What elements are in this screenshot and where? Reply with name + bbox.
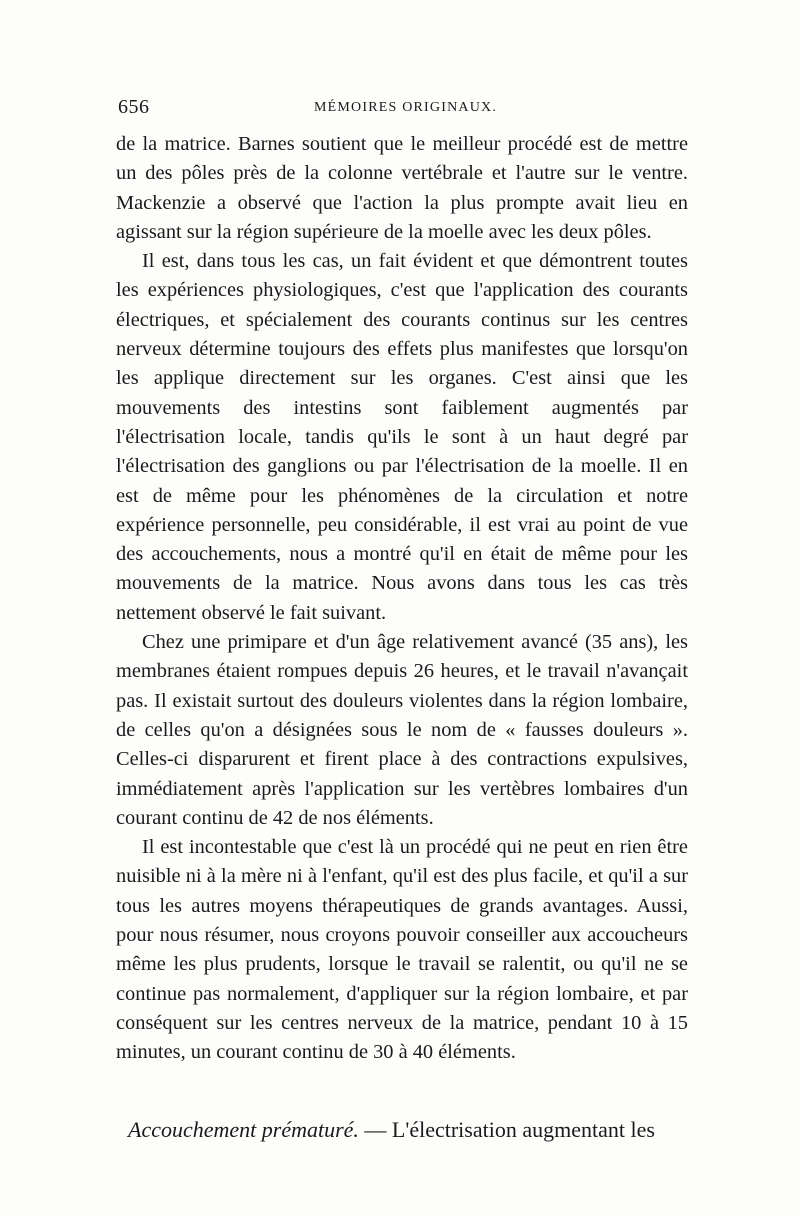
page-number: 656 [118, 96, 150, 118]
page-header [118, 96, 698, 122]
paragraph-conclusion: Il est incontestable que c'est là un procédé qui ne peut en rien être nuisible ni à la mère ni à l'enfant, qu'il est des plus facile, et qu'il a sur tous les autres moyens thérapeutiques de grands avantages. Aussi, pour nous résumer, nous croyons pouvoir conseiller aux accoucheurs même les plus prudents, lorsque le travail se ralentit, ou qu'il ne se continue pas normalement, d'appliquer sur la région lombaire, et par conséquent sur les centres nerveux de la matrice, pendant 10 à 15 minutes, un courant continu de 30 à 40 éléments. [116, 836, 688, 1064]
section-heading-line [128, 1115, 688, 1145]
section-title: Accouchement prématuré. [128, 1117, 359, 1142]
paragraph-case-observation: Chez une primipare et d'un âge relativement avancé (35 ans), les membranes étaient rompues depuis 26 heures, et le travail n'avançait pas. Il existait surtout des douleurs violentes dans la région lombaire, de celles qu'on a désignées sous le nom de « fausses douleurs ». Celles-ci disparurent et firent place à des contractions expulsives, immédiatement après l'application sur les vertèbres lombaires d'un courant continu de 42 de nos éléments. [116, 631, 688, 829]
section-dash: — [364, 1117, 387, 1142]
running-title: MÉMOIRES ORIGINAUX. [314, 100, 498, 115]
section-text: L'électrisation augmentant les [391, 1117, 655, 1142]
paragraph-continuation: de la matrice. Barnes soutient que le meilleur procédé est de mettre un des pôles près de la colonne vertébrale et l'autre sur le ventre. Mackenzie a observé que l'action la plus prompte avait lieu en agissant sur la région supérieure de la moelle avec les deux pôles. [116, 133, 688, 243]
body-text [116, 130, 688, 1068]
paragraph-electrical-currents: Il est, dans tous les cas, un fait évident et que démontrent toutes les expériences physiologiques, c'est que l'application des courants électriques, et spécialement des courants continus sur les centres nerveux détermine toujours des effets plus manifestes que lorsqu'on les applique directement sur les organes. C'est ainsi que les mouvements des intestins sont faiblement augmentés par l'électrisation locale, tandis qu'ils le sont à un haut degré par l'électrisation des ganglions ou par l'électrisation de la moelle. Il en est de même pour les phénomènes de la circulation et notre expérience personnelle, peu considérable, il est vrai au point de vue des accouchements, nous a montré qu'il en était de même pour les mouvements de la matrice. Nous avons dans tous les cas très nettement observé le fait suivant. [116, 250, 688, 624]
